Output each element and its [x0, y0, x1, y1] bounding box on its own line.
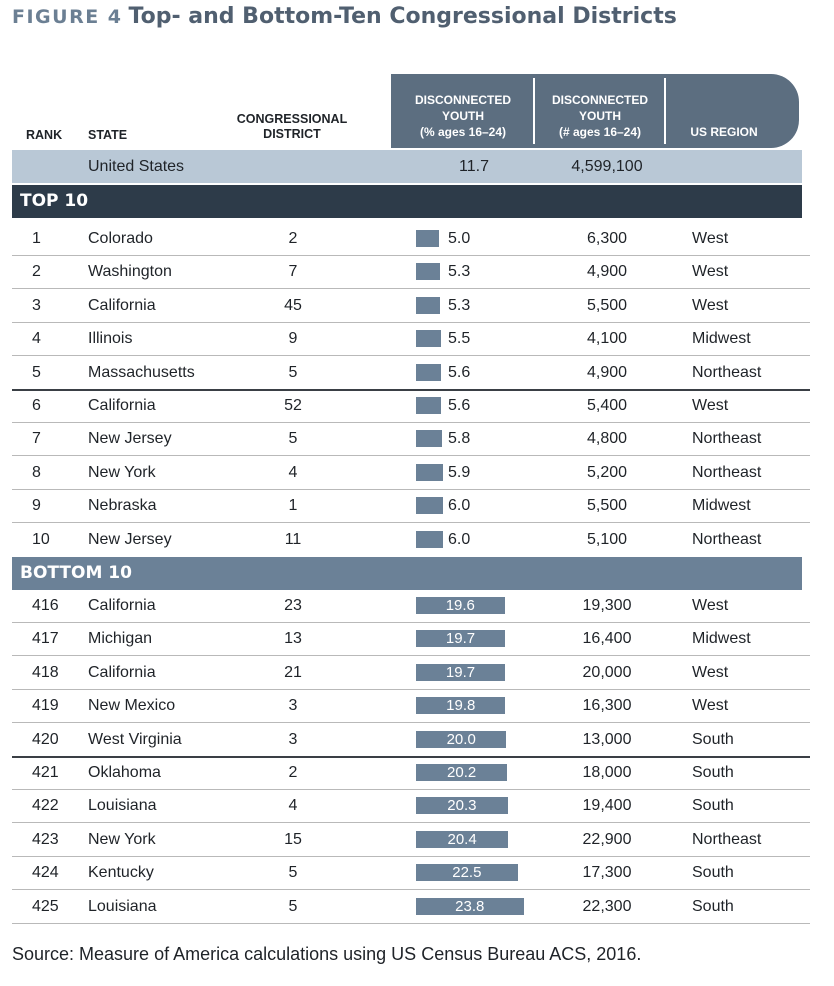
cell-count: 5,200 [586, 463, 628, 481]
cell-state: California [88, 296, 156, 314]
cell-district: 45 [284, 296, 302, 314]
cell-region: Northeast [692, 530, 762, 548]
bar-label: 19.6 [445, 597, 475, 614]
cell-state: New Jersey [88, 530, 172, 548]
cell-rank: 424 [32, 864, 59, 882]
cell-count: 18,000 [582, 764, 632, 781]
cell-rank: 6 [32, 397, 41, 414]
cell-rank: 10 [32, 530, 50, 548]
cell-rank: 3 [32, 296, 41, 314]
cell-district: 2 [288, 230, 298, 247]
cell-state: New York [88, 830, 156, 848]
bar-label: 6.0 [448, 497, 471, 515]
cell-district: 7 [288, 263, 298, 281]
cell-region: South [692, 764, 734, 781]
cell-district: 23 [284, 597, 302, 614]
cell-region: West [692, 663, 729, 681]
bar-pct [416, 263, 440, 280]
cell-rank: 419 [32, 697, 59, 715]
cell-district: 5 [288, 363, 298, 381]
cell-region: West [692, 296, 729, 314]
cell-district: 1 [288, 497, 298, 515]
table-row [12, 789, 810, 822]
cell-count: 5,400 [586, 397, 628, 414]
cell-region: Northeast [692, 363, 762, 381]
bar-pct [416, 430, 442, 447]
header-pct-line2: YOUTH [442, 109, 484, 123]
cell-rank: 422 [32, 797, 59, 815]
header-district [228, 112, 356, 142]
cell-rank: 417 [32, 630, 59, 648]
cell-state: New Jersey [88, 430, 172, 448]
header-divider [664, 78, 666, 144]
us-row-pct: 11.7 [459, 158, 489, 175]
table-row [12, 356, 810, 389]
cell-count: 16,400 [582, 630, 632, 648]
table-row [12, 622, 810, 655]
header-pct-line3: (% ages 16–24) [419, 125, 507, 139]
section-bottom10 [12, 557, 802, 590]
cell-count: 5,500 [586, 296, 628, 314]
cell-region: Northeast [692, 463, 762, 481]
cell-district: 5 [288, 897, 298, 915]
table-row [12, 289, 810, 322]
cell-state: California [88, 663, 156, 681]
cell-rank: 418 [32, 663, 59, 681]
cell-district: 9 [288, 330, 298, 348]
header-num [537, 92, 663, 140]
cell-district: 52 [284, 397, 302, 414]
cell-state: Colorado [88, 230, 153, 247]
cell-count: 20,000 [582, 663, 632, 681]
cell-state: Washington [88, 263, 172, 281]
cell-state: Michigan [88, 630, 153, 648]
bar-label: 19.7 [445, 630, 476, 648]
bar-label: 19.7 [445, 663, 476, 681]
table-row [12, 222, 810, 255]
table-row [12, 422, 810, 455]
cell-state: Kentucky [88, 864, 154, 882]
header-region: US REGION [690, 125, 758, 139]
cell-region: West [692, 263, 729, 281]
cell-count: 17,300 [582, 864, 632, 882]
table-row [12, 255, 810, 288]
cell-region: Midwest [692, 497, 751, 515]
table-row [12, 689, 810, 722]
table-row [12, 723, 810, 756]
cell-count: 22,900 [582, 830, 632, 848]
cell-state: New York [88, 463, 156, 481]
table-row [12, 823, 810, 856]
cell-rank: 425 [32, 897, 59, 915]
cell-state: West Virginia [88, 730, 182, 748]
cell-count: 4,800 [586, 430, 628, 448]
table-row [12, 756, 810, 789]
bar-pct [416, 230, 439, 247]
cell-rank: 2 [32, 263, 41, 281]
cell-count: 6,300 [586, 230, 628, 247]
cell-district: 4 [288, 463, 298, 481]
cell-rank: 416 [32, 597, 59, 614]
bar-pct [416, 531, 443, 548]
cell-region: Midwest [692, 330, 751, 348]
bar-label: 5.6 [448, 397, 471, 414]
bar-pct [416, 364, 441, 381]
bar-label: 5.3 [448, 263, 471, 281]
cell-rank: 4 [32, 330, 41, 348]
bar-label: 5.8 [448, 430, 471, 448]
cell-state: Nebraska [88, 497, 157, 515]
figure-label: FIGURE 4 [12, 6, 123, 28]
table-row [12, 856, 810, 889]
bar-pct [416, 330, 441, 347]
cell-rank: 9 [32, 497, 41, 515]
cell-rank: 1 [32, 230, 41, 247]
cell-state: Illinois [88, 330, 133, 348]
bar-label: 23.8 [455, 897, 485, 915]
cell-count: 5,500 [586, 497, 628, 515]
bar-label: 5.6 [448, 363, 471, 381]
cell-count: 13,000 [582, 730, 632, 748]
section-top10-label: TOP 10 [20, 191, 89, 211]
source-note: Source: Measure of America calculations using US Census Bureau ACS, 2016. [12, 944, 642, 964]
bar-pct [416, 464, 443, 481]
bar-label: 5.9 [448, 463, 471, 481]
bar-label: 5.5 [448, 330, 471, 348]
cell-count: 4,900 [586, 263, 628, 281]
cell-count: 4,100 [586, 330, 628, 348]
cell-state: New Mexico [88, 697, 176, 715]
bar-pct [416, 397, 441, 414]
us-row-num: 4,599,100 [571, 158, 643, 175]
header-pct-line1: DISCONNECTED [414, 93, 511, 107]
bar-label: 20.2 [447, 764, 477, 781]
cell-state: Oklahoma [88, 764, 161, 781]
cell-state: California [88, 397, 156, 414]
table-row [12, 456, 810, 489]
header-rank: RANK [26, 128, 63, 142]
header-district-line2: DISTRICT [263, 127, 321, 141]
cell-region: West [692, 397, 729, 414]
cell-region: South [692, 864, 734, 882]
section-bottom10-label: BOTTOM 10 [20, 563, 132, 583]
header-state: STATE [88, 128, 128, 142]
header-pct [400, 92, 526, 140]
cell-rank: 7 [32, 430, 41, 448]
bar-label: 22.5 [452, 864, 482, 882]
cell-rank: 5 [32, 363, 41, 381]
bar-label: 20.3 [447, 797, 477, 815]
table-row [12, 656, 810, 689]
bar-label: 5.0 [448, 230, 471, 247]
cell-region: South [692, 730, 734, 748]
cell-state: Massachusetts [88, 363, 195, 381]
cell-district: 21 [284, 663, 302, 681]
table-row [12, 523, 810, 556]
header-district-line1: CONGRESSIONAL [236, 112, 348, 126]
row-divider [12, 923, 810, 924]
bar-label: 5.3 [448, 296, 471, 314]
cell-district: 15 [284, 830, 302, 848]
cell-district: 5 [288, 864, 298, 882]
header-num-line3: (# ages 16–24) [558, 125, 642, 139]
cell-rank: 421 [32, 764, 59, 781]
cell-region: Midwest [692, 630, 751, 648]
bar-pct [416, 497, 443, 514]
cell-region: Northeast [692, 430, 762, 448]
cell-count: 19,300 [582, 597, 632, 614]
bar-label: 19.8 [446, 697, 476, 715]
us-row-state: United States [88, 158, 185, 175]
cell-region: South [692, 897, 734, 915]
cell-region: Northeast [692, 830, 762, 848]
bar-label: 6.0 [448, 530, 471, 548]
table-row [12, 489, 810, 522]
cell-region: West [692, 597, 729, 614]
cell-district: 3 [288, 730, 298, 748]
cell-region: South [692, 797, 734, 815]
us-row [12, 150, 802, 183]
cell-district: 13 [284, 630, 302, 648]
bar-label: 20.0 [446, 730, 476, 748]
cell-count: 5,100 [586, 530, 628, 548]
cell-state: Louisiana [88, 797, 157, 815]
cell-count: 19,400 [582, 797, 632, 815]
cell-district: 5 [288, 430, 298, 448]
header-num-line2: YOUTH [579, 109, 621, 123]
cell-count: 22,300 [582, 897, 632, 915]
cell-district: 11 [284, 530, 302, 548]
bar-pct [416, 297, 440, 314]
bar-label: 20.4 [447, 830, 477, 848]
cell-state: Louisiana [88, 897, 157, 915]
cell-rank: 420 [32, 730, 59, 748]
header-num-line1: DISCONNECTED [551, 93, 648, 107]
cell-state: California [88, 597, 156, 614]
section-top10 [12, 185, 802, 218]
cell-district: 2 [288, 764, 298, 781]
header-divider [533, 78, 535, 144]
table-row [12, 589, 810, 622]
table-row [12, 890, 810, 923]
cell-region: West [692, 697, 729, 715]
table-row [12, 322, 810, 355]
figure-title [12, 4, 677, 34]
cell-count: 4,900 [586, 363, 628, 381]
figure-heading: Top- and Bottom-Ten Congressional Districts [128, 4, 677, 29]
cell-region: West [692, 230, 729, 247]
cell-rank: 8 [32, 463, 41, 481]
cell-rank: 423 [32, 830, 59, 848]
cell-district: 3 [288, 697, 298, 715]
cell-count: 16,300 [582, 697, 632, 715]
table-row [12, 389, 810, 422]
cell-district: 4 [288, 797, 298, 815]
